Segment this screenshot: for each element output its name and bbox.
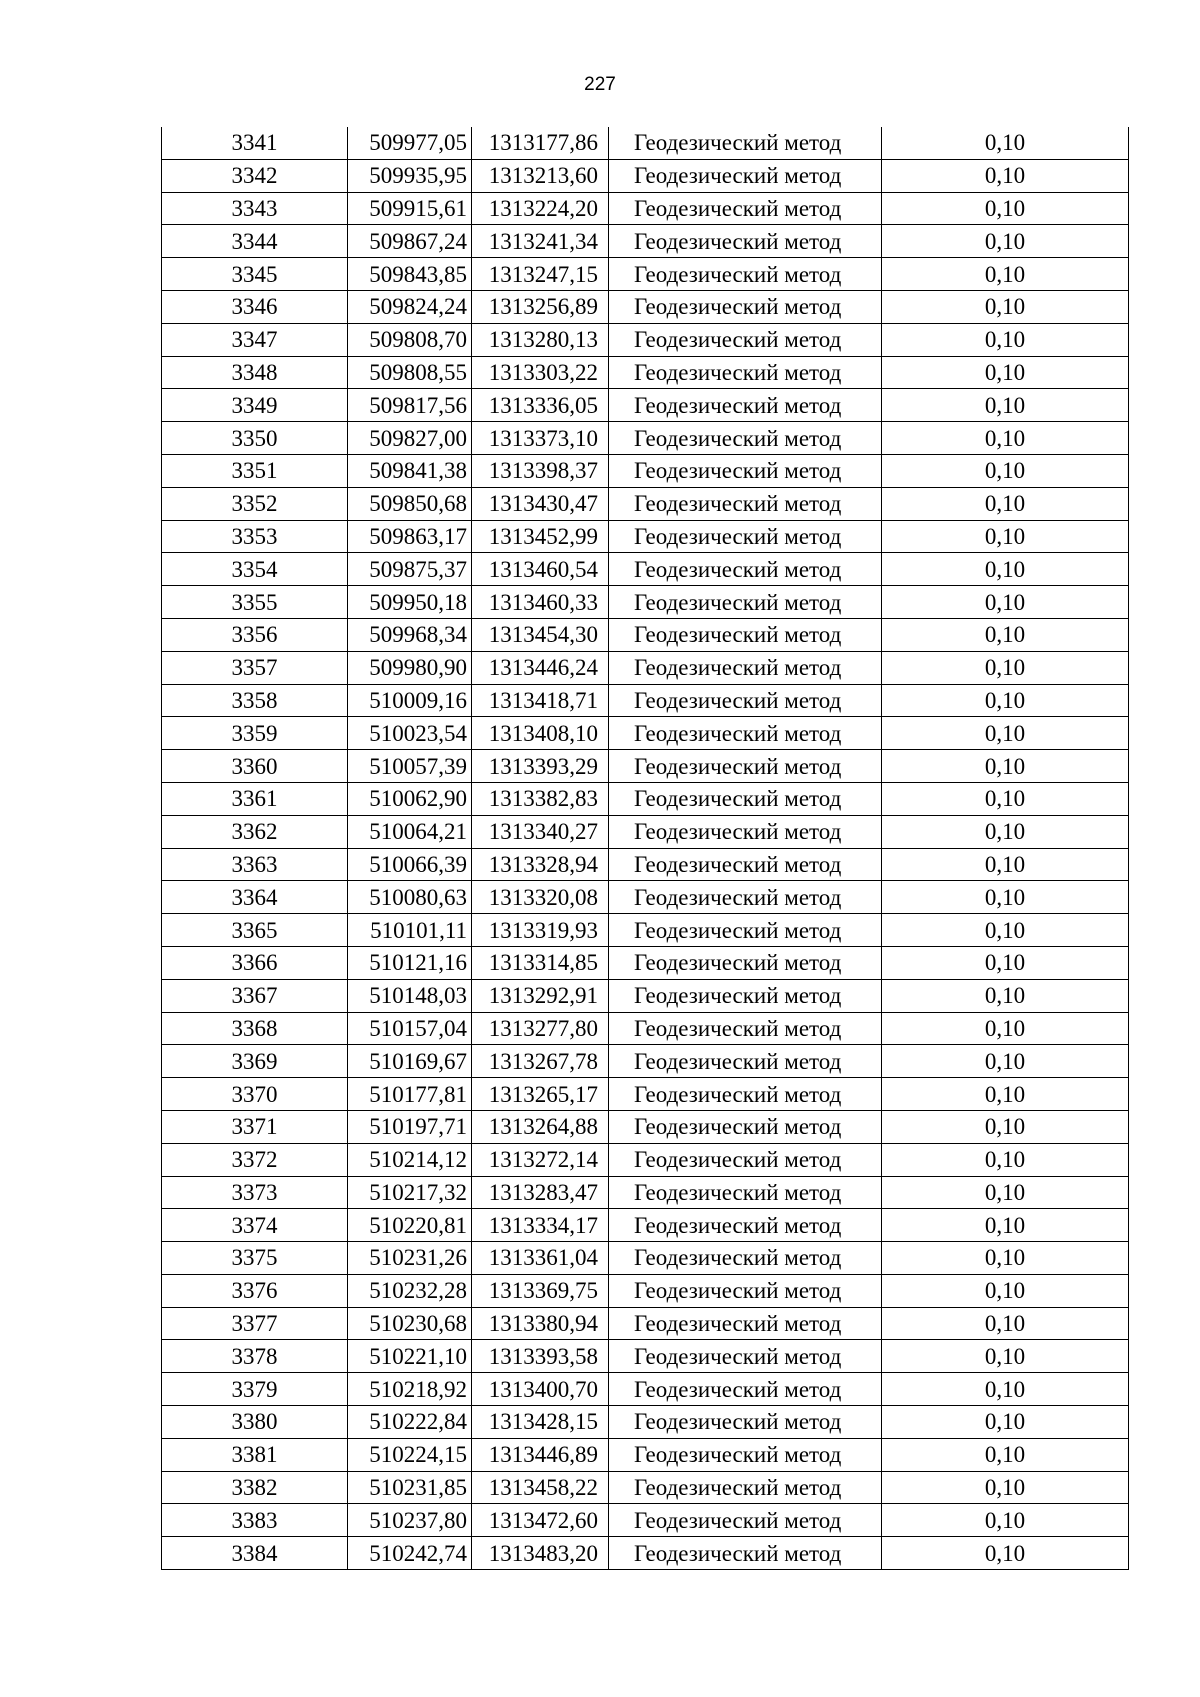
accuracy-cell: 0,10	[882, 1471, 1129, 1504]
point-number-cell: 3358	[162, 684, 348, 717]
point-number-cell: 3373	[162, 1176, 348, 1209]
method-cell: Геодезический метод	[609, 225, 882, 258]
point-number-cell: 3365	[162, 914, 348, 947]
accuracy-cell: 0,10	[882, 946, 1129, 979]
table-row	[162, 389, 1129, 422]
coordinate-y-cell: 1313460,33	[472, 586, 609, 619]
table-row	[162, 815, 1129, 848]
method-cell: Геодезический метод	[609, 1012, 882, 1045]
coordinate-y-cell: 1313428,15	[472, 1406, 609, 1439]
coordinate-y-cell: 1313483,20	[472, 1537, 609, 1570]
method-cell: Геодезический метод	[609, 389, 882, 422]
coordinate-x-cell: 510224,15	[348, 1438, 472, 1471]
coordinate-x-cell: 510222,84	[348, 1406, 472, 1439]
coordinate-y-cell: 1313398,37	[472, 454, 609, 487]
coordinate-x-cell: 510009,16	[348, 684, 472, 717]
coordinates-table	[161, 127, 1129, 1570]
table-row	[162, 1176, 1129, 1209]
table-row	[162, 1274, 1129, 1307]
coordinate-y-cell: 1313319,93	[472, 914, 609, 947]
table-row	[162, 323, 1129, 356]
method-cell: Геодезический метод	[609, 1242, 882, 1275]
point-number-cell: 3368	[162, 1012, 348, 1045]
accuracy-cell: 0,10	[882, 520, 1129, 553]
table-row	[162, 192, 1129, 225]
accuracy-cell: 0,10	[882, 1504, 1129, 1537]
page-number: 227	[584, 74, 616, 95]
table-row	[162, 1406, 1129, 1439]
coordinate-x-cell: 510217,32	[348, 1176, 472, 1209]
coordinate-y-cell: 1313452,99	[472, 520, 609, 553]
table-row	[162, 1340, 1129, 1373]
coordinate-y-cell: 1313373,10	[472, 422, 609, 455]
point-number-cell: 3384	[162, 1537, 348, 1570]
point-number-cell: 3351	[162, 454, 348, 487]
accuracy-cell: 0,10	[882, 258, 1129, 291]
accuracy-cell: 0,10	[882, 881, 1129, 914]
point-number-cell: 3347	[162, 323, 348, 356]
method-cell: Геодезический метод	[609, 1274, 882, 1307]
table-row	[162, 1110, 1129, 1143]
table-row	[162, 290, 1129, 323]
table-row	[162, 848, 1129, 881]
table-row	[162, 356, 1129, 389]
method-cell: Геодезический метод	[609, 979, 882, 1012]
coordinate-y-cell: 1313272,14	[472, 1143, 609, 1176]
point-number-cell: 3382	[162, 1471, 348, 1504]
coordinate-y-cell: 1313446,89	[472, 1438, 609, 1471]
point-number-cell: 3353	[162, 520, 348, 553]
method-cell: Геодезический метод	[609, 618, 882, 651]
coordinate-y-cell: 1313247,15	[472, 258, 609, 291]
coordinate-x-cell: 509915,61	[348, 192, 472, 225]
coordinate-x-cell: 510218,92	[348, 1373, 472, 1406]
accuracy-cell: 0,10	[882, 782, 1129, 815]
coordinates-table-body	[162, 127, 1129, 1570]
coordinate-y-cell: 1313177,86	[472, 127, 609, 159]
point-number-cell: 3350	[162, 422, 348, 455]
method-cell: Геодезический метод	[609, 1537, 882, 1570]
coordinate-x-cell: 509808,70	[348, 323, 472, 356]
coordinate-x-cell: 509824,24	[348, 290, 472, 323]
point-number-cell: 3374	[162, 1209, 348, 1242]
coordinate-x-cell: 509950,18	[348, 586, 472, 619]
coordinate-x-cell: 510242,74	[348, 1537, 472, 1570]
method-cell: Геодезический метод	[609, 1406, 882, 1439]
coordinate-x-cell: 509867,24	[348, 225, 472, 258]
table-row	[162, 750, 1129, 783]
point-number-cell: 3367	[162, 979, 348, 1012]
point-number-cell: 3381	[162, 1438, 348, 1471]
method-cell: Геодезический метод	[609, 815, 882, 848]
method-cell: Геодезический метод	[609, 1110, 882, 1143]
coordinate-x-cell: 510220,81	[348, 1209, 472, 1242]
coordinate-x-cell: 509980,90	[348, 651, 472, 684]
coordinate-y-cell: 1313400,70	[472, 1373, 609, 1406]
table-row	[162, 1471, 1129, 1504]
coordinate-y-cell: 1313369,75	[472, 1274, 609, 1307]
accuracy-cell: 0,10	[882, 290, 1129, 323]
point-number-cell: 3369	[162, 1045, 348, 1078]
method-cell: Геодезический метод	[609, 1143, 882, 1176]
table-row	[162, 1504, 1129, 1537]
method-cell: Геодезический метод	[609, 914, 882, 947]
method-cell: Геодезический метод	[609, 258, 882, 291]
table-row	[162, 1438, 1129, 1471]
accuracy-cell: 0,10	[882, 422, 1129, 455]
coordinate-x-cell: 510232,28	[348, 1274, 472, 1307]
table-row	[162, 782, 1129, 815]
accuracy-cell: 0,10	[882, 1406, 1129, 1439]
table-row	[162, 586, 1129, 619]
accuracy-cell: 0,10	[882, 323, 1129, 356]
coordinate-y-cell: 1313213,60	[472, 159, 609, 192]
table-row	[162, 159, 1129, 192]
coordinate-x-cell: 510057,39	[348, 750, 472, 783]
point-number-cell: 3356	[162, 618, 348, 651]
point-number-cell: 3370	[162, 1078, 348, 1111]
accuracy-cell: 0,10	[882, 159, 1129, 192]
point-number-cell: 3357	[162, 651, 348, 684]
coordinate-y-cell: 1313418,71	[472, 684, 609, 717]
method-cell: Геодезический метод	[609, 750, 882, 783]
accuracy-cell: 0,10	[882, 848, 1129, 881]
accuracy-cell: 0,10	[882, 717, 1129, 750]
table-row	[162, 881, 1129, 914]
method-cell: Геодезический метод	[609, 848, 882, 881]
method-cell: Геодезический метод	[609, 487, 882, 520]
method-cell: Геодезический метод	[609, 1045, 882, 1078]
accuracy-cell: 0,10	[882, 127, 1129, 159]
coordinate-x-cell: 509935,95	[348, 159, 472, 192]
method-cell: Геодезический метод	[609, 159, 882, 192]
coordinate-y-cell: 1313328,94	[472, 848, 609, 881]
table-row	[162, 651, 1129, 684]
table-row	[162, 258, 1129, 291]
accuracy-cell: 0,10	[882, 1373, 1129, 1406]
point-number-cell: 3354	[162, 553, 348, 586]
coordinate-y-cell: 1313303,22	[472, 356, 609, 389]
table-row	[162, 127, 1129, 159]
accuracy-cell: 0,10	[882, 1176, 1129, 1209]
coordinate-x-cell: 509850,68	[348, 487, 472, 520]
coordinate-y-cell: 1313267,78	[472, 1045, 609, 1078]
coordinate-x-cell: 510121,16	[348, 946, 472, 979]
method-cell: Геодезический метод	[609, 1504, 882, 1537]
accuracy-cell: 0,10	[882, 487, 1129, 520]
coordinate-x-cell: 510023,54	[348, 717, 472, 750]
coordinate-y-cell: 1313393,58	[472, 1340, 609, 1373]
method-cell: Геодезический метод	[609, 356, 882, 389]
method-cell: Геодезический метод	[609, 1307, 882, 1340]
coordinate-y-cell: 1313277,80	[472, 1012, 609, 1045]
coordinate-x-cell: 510231,85	[348, 1471, 472, 1504]
coordinate-y-cell: 1313380,94	[472, 1307, 609, 1340]
method-cell: Геодезический метод	[609, 127, 882, 159]
point-number-cell: 3346	[162, 290, 348, 323]
table-row	[162, 454, 1129, 487]
table-row	[162, 717, 1129, 750]
accuracy-cell: 0,10	[882, 454, 1129, 487]
point-number-cell: 3375	[162, 1242, 348, 1275]
coordinate-x-cell: 509843,85	[348, 258, 472, 291]
coordinate-y-cell: 1313283,47	[472, 1176, 609, 1209]
point-number-cell: 3379	[162, 1373, 348, 1406]
method-cell: Геодезический метод	[609, 520, 882, 553]
coordinate-y-cell: 1313361,04	[472, 1242, 609, 1275]
coordinate-x-cell: 510214,12	[348, 1143, 472, 1176]
coordinate-y-cell: 1313340,27	[472, 815, 609, 848]
method-cell: Геодезический метод	[609, 1471, 882, 1504]
accuracy-cell: 0,10	[882, 1143, 1129, 1176]
point-number-cell: 3372	[162, 1143, 348, 1176]
accuracy-cell: 0,10	[882, 1045, 1129, 1078]
coordinate-y-cell: 1313446,24	[472, 651, 609, 684]
method-cell: Геодезический метод	[609, 651, 882, 684]
accuracy-cell: 0,10	[882, 586, 1129, 619]
point-number-cell: 3348	[162, 356, 348, 389]
coordinate-x-cell: 509863,17	[348, 520, 472, 553]
coordinate-y-cell: 1313382,83	[472, 782, 609, 815]
accuracy-cell: 0,10	[882, 1012, 1129, 1045]
point-number-cell: 3352	[162, 487, 348, 520]
coordinate-x-cell: 510148,03	[348, 979, 472, 1012]
point-number-cell: 3376	[162, 1274, 348, 1307]
method-cell: Геодезический метод	[609, 1438, 882, 1471]
accuracy-cell: 0,10	[882, 1340, 1129, 1373]
method-cell: Геодезический метод	[609, 422, 882, 455]
point-number-cell: 3343	[162, 192, 348, 225]
coordinate-x-cell: 510064,21	[348, 815, 472, 848]
table-row	[162, 225, 1129, 258]
point-number-cell: 3359	[162, 717, 348, 750]
table-row	[162, 1307, 1129, 1340]
coordinate-y-cell: 1313336,05	[472, 389, 609, 422]
coordinate-x-cell: 510230,68	[348, 1307, 472, 1340]
table-row	[162, 1242, 1129, 1275]
method-cell: Геодезический метод	[609, 290, 882, 323]
coordinate-y-cell: 1313408,10	[472, 717, 609, 750]
method-cell: Геодезический метод	[609, 946, 882, 979]
accuracy-cell: 0,10	[882, 192, 1129, 225]
coordinate-x-cell: 509977,05	[348, 127, 472, 159]
method-cell: Геодезический метод	[609, 717, 882, 750]
method-cell: Геодезический метод	[609, 1340, 882, 1373]
accuracy-cell: 0,10	[882, 1110, 1129, 1143]
method-cell: Геодезический метод	[609, 553, 882, 586]
point-number-cell: 3360	[162, 750, 348, 783]
table-row	[162, 553, 1129, 586]
method-cell: Геодезический метод	[609, 586, 882, 619]
point-number-cell: 3344	[162, 225, 348, 258]
point-number-cell: 3345	[162, 258, 348, 291]
method-cell: Геодезический метод	[609, 1176, 882, 1209]
method-cell: Геодезический метод	[609, 323, 882, 356]
coordinate-y-cell: 1313393,29	[472, 750, 609, 783]
accuracy-cell: 0,10	[882, 1209, 1129, 1242]
coordinate-x-cell: 510237,80	[348, 1504, 472, 1537]
coordinate-y-cell: 1313460,54	[472, 553, 609, 586]
coordinate-y-cell: 1313334,17	[472, 1209, 609, 1242]
coordinate-x-cell: 510157,04	[348, 1012, 472, 1045]
coordinate-y-cell: 1313256,89	[472, 290, 609, 323]
accuracy-cell: 0,10	[882, 750, 1129, 783]
coordinate-x-cell: 510231,26	[348, 1242, 472, 1275]
accuracy-cell: 0,10	[882, 815, 1129, 848]
point-number-cell: 3341	[162, 127, 348, 159]
point-number-cell: 3363	[162, 848, 348, 881]
table-row	[162, 1012, 1129, 1045]
table-row	[162, 487, 1129, 520]
accuracy-cell: 0,10	[882, 684, 1129, 717]
point-number-cell: 3349	[162, 389, 348, 422]
point-number-cell: 3377	[162, 1307, 348, 1340]
coordinate-y-cell: 1313264,88	[472, 1110, 609, 1143]
accuracy-cell: 0,10	[882, 389, 1129, 422]
point-number-cell: 3362	[162, 815, 348, 848]
coordinate-y-cell: 1313430,47	[472, 487, 609, 520]
method-cell: Геодезический метод	[609, 192, 882, 225]
accuracy-cell: 0,10	[882, 1274, 1129, 1307]
method-cell: Геодезический метод	[609, 782, 882, 815]
accuracy-cell: 0,10	[882, 553, 1129, 586]
table-row	[162, 914, 1129, 947]
coordinate-y-cell: 1313472,60	[472, 1504, 609, 1537]
point-number-cell: 3355	[162, 586, 348, 619]
coordinate-x-cell: 510197,71	[348, 1110, 472, 1143]
coordinate-y-cell: 1313458,22	[472, 1471, 609, 1504]
coordinate-x-cell: 510066,39	[348, 848, 472, 881]
accuracy-cell: 0,10	[882, 914, 1129, 947]
accuracy-cell: 0,10	[882, 356, 1129, 389]
accuracy-cell: 0,10	[882, 1438, 1129, 1471]
coordinate-x-cell: 509808,55	[348, 356, 472, 389]
coordinate-y-cell: 1313292,91	[472, 979, 609, 1012]
point-number-cell: 3383	[162, 1504, 348, 1537]
coordinate-x-cell: 509827,00	[348, 422, 472, 455]
table-row	[162, 1045, 1129, 1078]
point-number-cell: 3371	[162, 1110, 348, 1143]
coordinate-x-cell: 510221,10	[348, 1340, 472, 1373]
coordinate-y-cell: 1313224,20	[472, 192, 609, 225]
coordinate-x-cell: 510080,63	[348, 881, 472, 914]
point-number-cell: 3342	[162, 159, 348, 192]
method-cell: Геодезический метод	[609, 454, 882, 487]
accuracy-cell: 0,10	[882, 1537, 1129, 1570]
accuracy-cell: 0,10	[882, 225, 1129, 258]
table-row	[162, 1537, 1129, 1570]
method-cell: Геодезический метод	[609, 1078, 882, 1111]
coordinate-x-cell: 510177,81	[348, 1078, 472, 1111]
coordinate-x-cell: 510169,67	[348, 1045, 472, 1078]
coordinate-y-cell: 1313280,13	[472, 323, 609, 356]
accuracy-cell: 0,10	[882, 1242, 1129, 1275]
method-cell: Геодезический метод	[609, 1373, 882, 1406]
point-number-cell: 3361	[162, 782, 348, 815]
table-row	[162, 1373, 1129, 1406]
coordinate-x-cell: 509968,34	[348, 618, 472, 651]
table-row	[162, 422, 1129, 455]
method-cell: Геодезический метод	[609, 684, 882, 717]
coordinate-y-cell: 1313454,30	[472, 618, 609, 651]
coordinate-y-cell: 1313314,85	[472, 946, 609, 979]
coordinate-x-cell: 509817,56	[348, 389, 472, 422]
table-row	[162, 1078, 1129, 1111]
accuracy-cell: 0,10	[882, 618, 1129, 651]
coordinate-x-cell: 509875,37	[348, 553, 472, 586]
table-row	[162, 1143, 1129, 1176]
method-cell: Геодезический метод	[609, 1209, 882, 1242]
accuracy-cell: 0,10	[882, 1307, 1129, 1340]
coordinate-y-cell: 1313320,08	[472, 881, 609, 914]
point-number-cell: 3380	[162, 1406, 348, 1439]
coordinate-y-cell: 1313265,17	[472, 1078, 609, 1111]
accuracy-cell: 0,10	[882, 979, 1129, 1012]
point-number-cell: 3364	[162, 881, 348, 914]
table-row	[162, 946, 1129, 979]
table-row	[162, 520, 1129, 553]
table-row	[162, 979, 1129, 1012]
accuracy-cell: 0,10	[882, 651, 1129, 684]
table-row	[162, 618, 1129, 651]
coordinate-x-cell: 510101,11	[348, 914, 472, 947]
accuracy-cell: 0,10	[882, 1078, 1129, 1111]
coordinate-y-cell: 1313241,34	[472, 225, 609, 258]
point-number-cell: 3378	[162, 1340, 348, 1373]
coordinate-x-cell: 509841,38	[348, 454, 472, 487]
table-row	[162, 684, 1129, 717]
coordinate-x-cell: 510062,90	[348, 782, 472, 815]
table-row	[162, 1209, 1129, 1242]
point-number-cell: 3366	[162, 946, 348, 979]
method-cell: Геодезический метод	[609, 881, 882, 914]
